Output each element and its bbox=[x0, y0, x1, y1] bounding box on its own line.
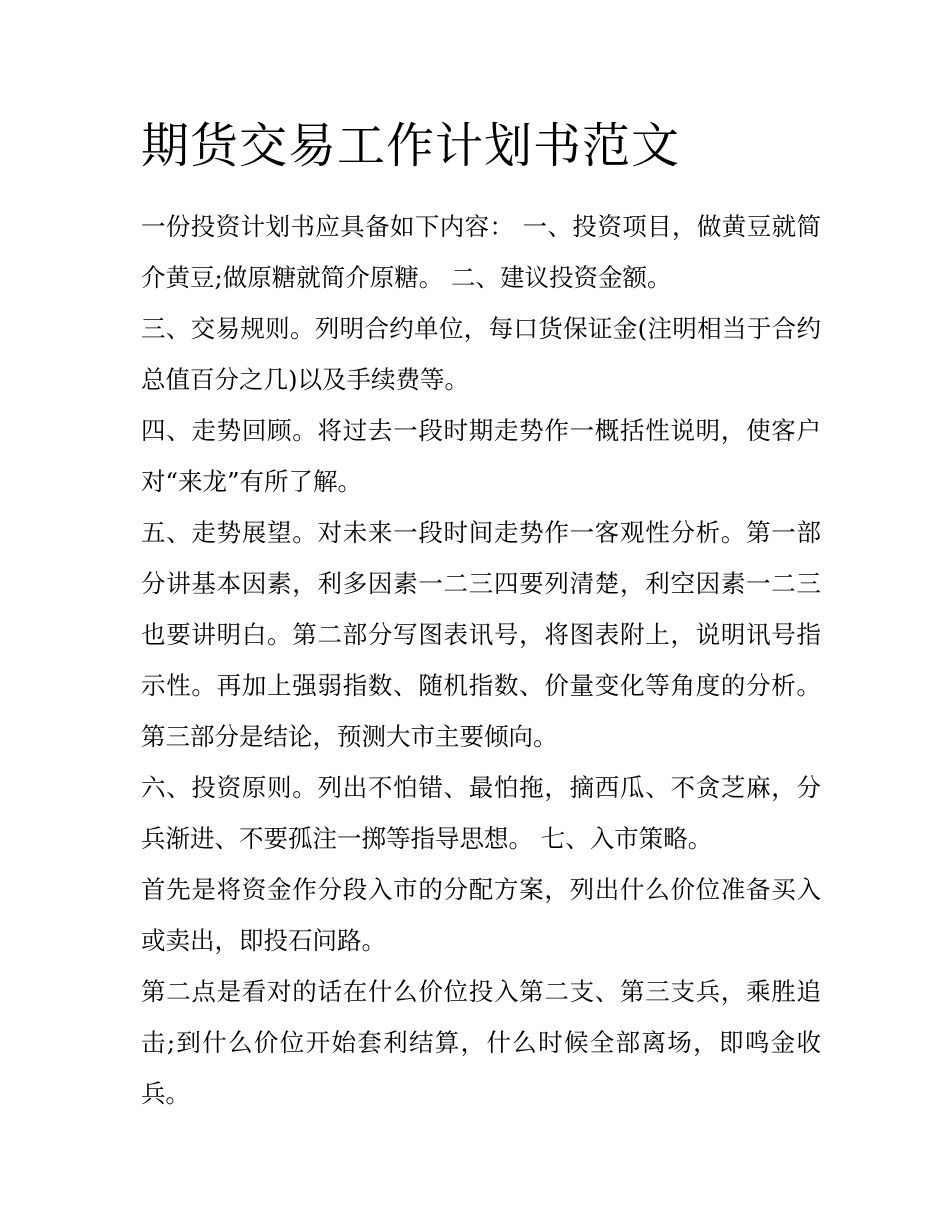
paragraph-trading-rules: 三、交易规则。列明合约单位，每口货保证金(注明相当于合约总值百分之几)以及手续费等。 bbox=[141, 314, 821, 394]
paragraph-exit-strategy: 第二点是看对的话在什么价位投入第二支、第三支兵，乘胜追击;到什么价位开始套利结算，什么时候全部离场，即鸣金收兵。 bbox=[141, 977, 821, 1108]
paragraph-investment-principles: 六、投资原则。列出不怕错、最怕拖，摘西瓜、不贪芝麻，分兵渐进、不要孤注一掷等指导思想。 七、入市策略。 bbox=[141, 773, 821, 853]
paragraph-entry-allocation: 首先是将资金作分段入市的分配方案，列出什么价位准备买入或卖出，即投石问路。 bbox=[141, 875, 821, 955]
paragraph-trend-review: 四、走势回顾。将过去一段时期走势作一概括性说明，使客户对“来龙”有所了解。 bbox=[141, 416, 821, 496]
paragraph-trend-outlook: 五、走势展望。对未来一段时间走势作一客观性分析。第一部分讲基本因素，利多因素一二三四要列清楚，利空因素一二三也要讲明白。第二部分写图表讯号，将图表附上，说明讯号指示性。再加上强弱指数、随机指数、价量变化等角度的分析。第三部分是结论，预测大市主要倾向。 bbox=[141, 518, 821, 751]
document-page bbox=[141, 108, 821, 1119]
document-title: 期货交易工作计划书范文 bbox=[141, 118, 681, 174]
paragraph-investment-items: 一份投资计划书应具备如下内容： 一、投资项目，做黄豆就简介黄豆;做原糖就简介原糖。 二、建议投资金额。 bbox=[141, 212, 821, 292]
